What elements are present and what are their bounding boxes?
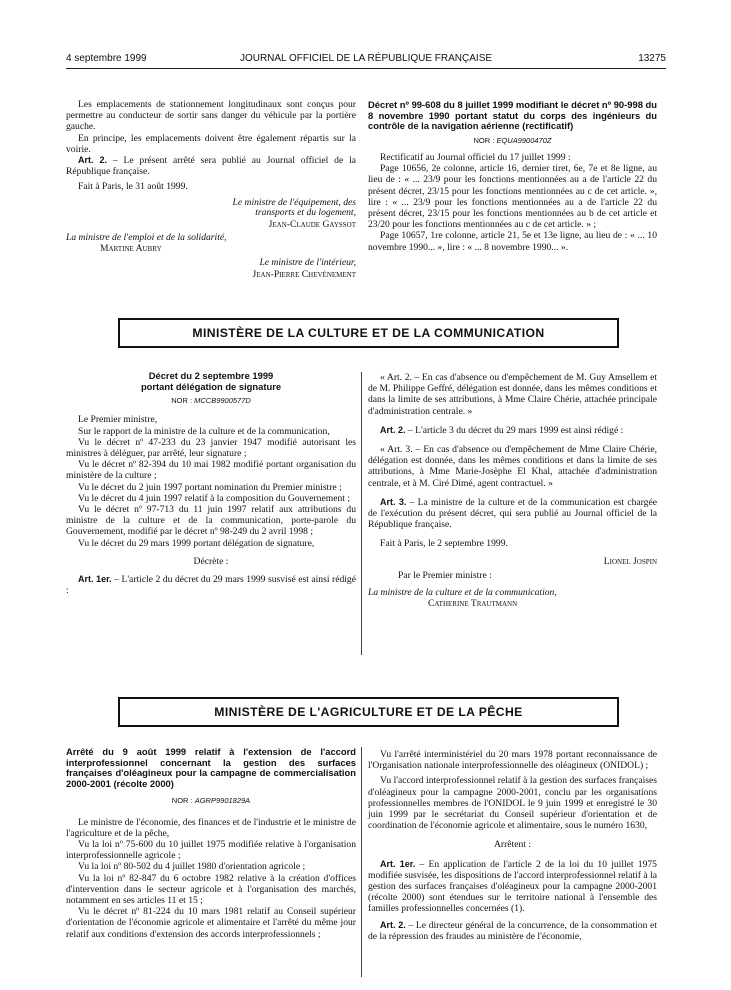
article-label: Art. 1er. bbox=[78, 574, 112, 585]
paragraph: Vu le décret nº 82-394 du 10 mai 1982 modifié portant organisation du ministère de la culture ; bbox=[66, 459, 356, 482]
par-le-premier-ministre: Par le Premier ministre : bbox=[398, 569, 492, 581]
article-text: – En application de l'article 2 de la loi du 10 juillet 1975 modifiée susvisée, les dispositions de l'accord interprofessionnel relatif à la gestion des surfaces françaises d'oléagineux pour la campagne 2000-2001 (récolte 2000) sont étendues sur le territoire national à l'ensemble des familles professionnelles concernées (1). bbox=[368, 858, 657, 915]
nor-reference bbox=[66, 795, 356, 806]
signatory-name: Martine Aubry bbox=[100, 243, 162, 255]
article-label: Art. 2. bbox=[78, 155, 107, 166]
article-label: Art. 3. bbox=[380, 496, 407, 507]
paragraph: Vu le décret du 2 juin 1997 portant nomination du Premier ministre ; bbox=[78, 481, 342, 493]
paragraph: Vu la loi nº 75-600 du 10 juillet 1975 modifiée relative à l'organisation interprofessionnelle agricole ; bbox=[66, 838, 356, 862]
decree-title: Décret nº 99-608 du 8 juillet 1999 modifiant le décret nº 90-998 du 8 novembre 1990 portant statut du corps des ingénieurs du contrôle de la navigation aérienne (rectificatif) bbox=[368, 99, 657, 132]
paragraph: Vu le décret du 4 juin 1997 relatif à la composition du Gouvernement ; bbox=[78, 492, 350, 504]
arrete-title: Arrêté du 9 août 1999 relatif à l'extension de l'accord interprofessionnel concernant la gestion des surfaces françaises d'oléagineux pour la campagne de commercialisation 2000-2001 (récolte 2000) bbox=[66, 746, 356, 789]
nor-label: NOR : bbox=[171, 396, 195, 406]
article-text: – L'article 3 du décret du 29 mars 1999 est ainsi rédigé : bbox=[405, 424, 624, 436]
article-label: Art. 2. bbox=[380, 424, 406, 435]
header-page-number: 13275 bbox=[638, 53, 666, 64]
paragraph: Vu le décret nº 81-224 du 10 mars 1981 relatif au Conseil supérieur d'orientation de l'économie agricole et alimentaire et l'arrêté du même jour relatif aux conditions d'extension des accords interprofessionnels ; bbox=[66, 906, 356, 940]
article-label: Art. 1er. bbox=[380, 858, 416, 869]
paragraph: Rectificatif au Journal officiel du 17 juillet 1999 : bbox=[380, 151, 571, 163]
paragraph: Vu le décret nº 97-713 du 11 juin 1997 relatif aux attributions du ministre de la culture et de la communication, porte-parole du Gouvernement, modifié par le décret nº 98-249 du 2 avril 1998 ; bbox=[66, 504, 356, 538]
nor-label: NOR : bbox=[171, 796, 195, 806]
decree-subtitle: portant délégation de signature bbox=[140, 380, 282, 392]
article-3 bbox=[368, 497, 657, 531]
article-label: Art. 2. bbox=[380, 919, 406, 930]
paragraph: Vu le décret du 29 mars 1999 portant délégation de signature, bbox=[78, 537, 315, 549]
paragraph: Vu l'accord interprofessionnel relatif à la gestion des surfaces françaises d'oléagineux pour la campagne 2000-2001, conclu par les organisations professionnelles membres de l'ONIDOL le 9 juin 1999 et enregistré le 30 juin 1999 par le secrétariat du Conseil supérieur d'orientation et de coordination de l'économie agricole et alimentaire, sous le numéro 1630, bbox=[368, 775, 657, 832]
paragraph: Vu la loi nº 82-847 du 6 octobre 1982 relative à la création d'offices d'intervention dans le secteur agricole et à l'organisation des marchés, notamment en ses articles 11 et 15 ; bbox=[66, 872, 356, 906]
paragraph: Le Premier ministre, bbox=[78, 414, 158, 426]
fait-a-paris: Fait à Paris, le 2 septembre 1999. bbox=[380, 538, 508, 550]
nor-code: AGRP9901829A bbox=[194, 796, 251, 806]
signatory-role: Le ministre de l'équipement, des transports et du logement, bbox=[232, 196, 356, 219]
header-rule bbox=[66, 68, 666, 69]
paragraph: Les emplacements de stationnement longitudinaux sont conçus pour permettre au conducteur de sortir sans danger du véhicule par la portière gauche. bbox=[66, 99, 356, 133]
arretent: Arrêtent : bbox=[493, 839, 532, 851]
fait-a-paris: Fait à Paris, le 31 août 1999. bbox=[78, 181, 188, 193]
article-2 bbox=[66, 155, 356, 177]
paragraph: Le ministre de l'économie, des finances et de l'industrie et le ministre de l'agriculture et de la pêche, bbox=[66, 816, 356, 839]
agriculture-right-column bbox=[368, 749, 657, 942]
agriculture-left-column bbox=[66, 747, 356, 940]
top-right-column bbox=[368, 100, 657, 253]
running-header bbox=[66, 53, 666, 67]
signatory-name: Lionel Jospin bbox=[603, 555, 657, 567]
column-divider bbox=[361, 747, 362, 977]
article-1 bbox=[66, 574, 356, 596]
article-text: – Le présent arrêté sera publié au Journal officiel de la République française. bbox=[66, 155, 356, 178]
column-divider bbox=[361, 372, 362, 655]
signatory-name: Jean-Claude Gayssot bbox=[268, 218, 356, 230]
header-date: 4 septembre 1999 bbox=[66, 53, 147, 64]
article-quote: « Art. 2. – En cas d'absence ou d'empêchement de M. Guy Amsellem et de M. Philippe Geffré, délégation est donnée, dans les mêmes conditions et dans la limite de ses attributions, à Mme Claire Chérie, attachée principale d'administration centrale. » bbox=[368, 372, 657, 417]
article-2 bbox=[368, 425, 657, 436]
signatory-role: La ministre de l'emploi et de la solidarité, bbox=[66, 232, 227, 244]
nor-code: EQUA9900470Z bbox=[496, 135, 552, 145]
signatory-role: La ministre de la culture et de la communication, bbox=[368, 587, 557, 599]
paragraph: Vu la loi nº 80-502 du 4 juillet 1980 d'orientation agricole ; bbox=[78, 861, 306, 873]
paragraph: Sur le rapport de la ministre de la culture et de la communication, bbox=[78, 425, 330, 437]
signatory-name: Jean-Pierre Chevènement bbox=[252, 268, 356, 280]
nor-reference bbox=[368, 135, 657, 146]
article-text: – La ministre de la culture et de la communication est chargée de l'exécution du présent décret, qui sera publié au Journal officiel de la République française. bbox=[368, 496, 657, 531]
signatory-name: Catherine Trautmann bbox=[428, 598, 518, 610]
nor-reference bbox=[66, 395, 356, 406]
article-text: – L'article 2 du décret du 29 mars 1999 susvisé est ainsi rédigé : bbox=[66, 574, 356, 597]
paragraph: Page 10656, 2e colonne, article 16, dernier tiret, 6e, 7e et 8e ligne, au lieu de : « ... 23/9 pour les fonctions mentionnées au a de l'article 22 du présent décret, 23/15 pour les fonctions mentionnées au c de cet article. », lire : « ... 23/9 pour les fonctions mentionnées au a de l'article 22 du présent décret, 23/15 pour les fonctions mentionnées au b de cet article et 23/20 pour les fonctions mentionnées au c de cet article. » ; bbox=[368, 163, 657, 231]
nor-label: NOR : bbox=[473, 135, 497, 145]
paragraph: Page 10657, 1re colonne, article 21, 5e et 13e ligne, au lieu de : « ... 10 novembre 1990... », lire : « ... 8 novembre 1990... ». bbox=[368, 230, 657, 253]
paragraph: Vu le décret nº 47-233 du 23 janvier 1947 modifié autorisant les ministres à déléguer, par arrêté, leur signature ; bbox=[66, 436, 356, 459]
ministry-heading: MINISTÈRE DE LA CULTURE ET DE LA COMMUNICATION bbox=[118, 318, 619, 348]
paragraph: Vu l'arrêté interministériel du 20 mars 1978 portant reconnaissance de l'Organisation nationale interprofessionnelle des oléagineux (ONIDOL) ; bbox=[368, 749, 657, 772]
nor-code: MCCB9900577D bbox=[194, 396, 251, 406]
paragraph: En principe, les emplacements doivent être également répartis sur la voirie. bbox=[66, 132, 356, 155]
article-text: – Le directeur général de la concurrence, de la consommation et de la répression des fraudes au ministère de l'économie, bbox=[368, 919, 657, 942]
decree-title: Décret du 2 septembre 1999 bbox=[148, 370, 274, 381]
header-journal-title: JOURNAL OFFICIEL DE LA RÉPUBLIQUE FRANÇAISE bbox=[239, 53, 493, 64]
signatory-role: Le ministre de l'intérieur, bbox=[259, 257, 356, 269]
article-2 bbox=[368, 920, 657, 942]
top-left-column bbox=[66, 99, 356, 280]
decrete: Décrète : bbox=[193, 555, 229, 567]
culture-left-column bbox=[66, 371, 356, 596]
article-quote: « Art. 3. – En cas d'absence ou d'empêchement de Mme Claire Chérie, délégation est donnée, dans les mêmes conditions et dans la limite de ses attributions, à Mme Marie-Josèphe El Khal, attachée d'administration centrale, et à M. Ciré Dimé, agent contractuel. » bbox=[368, 444, 657, 489]
ministry-heading: MINISTÈRE DE L'AGRICULTURE ET DE LA PÊCHE bbox=[118, 697, 619, 727]
article-1 bbox=[368, 859, 657, 915]
culture-right-column bbox=[368, 372, 657, 609]
